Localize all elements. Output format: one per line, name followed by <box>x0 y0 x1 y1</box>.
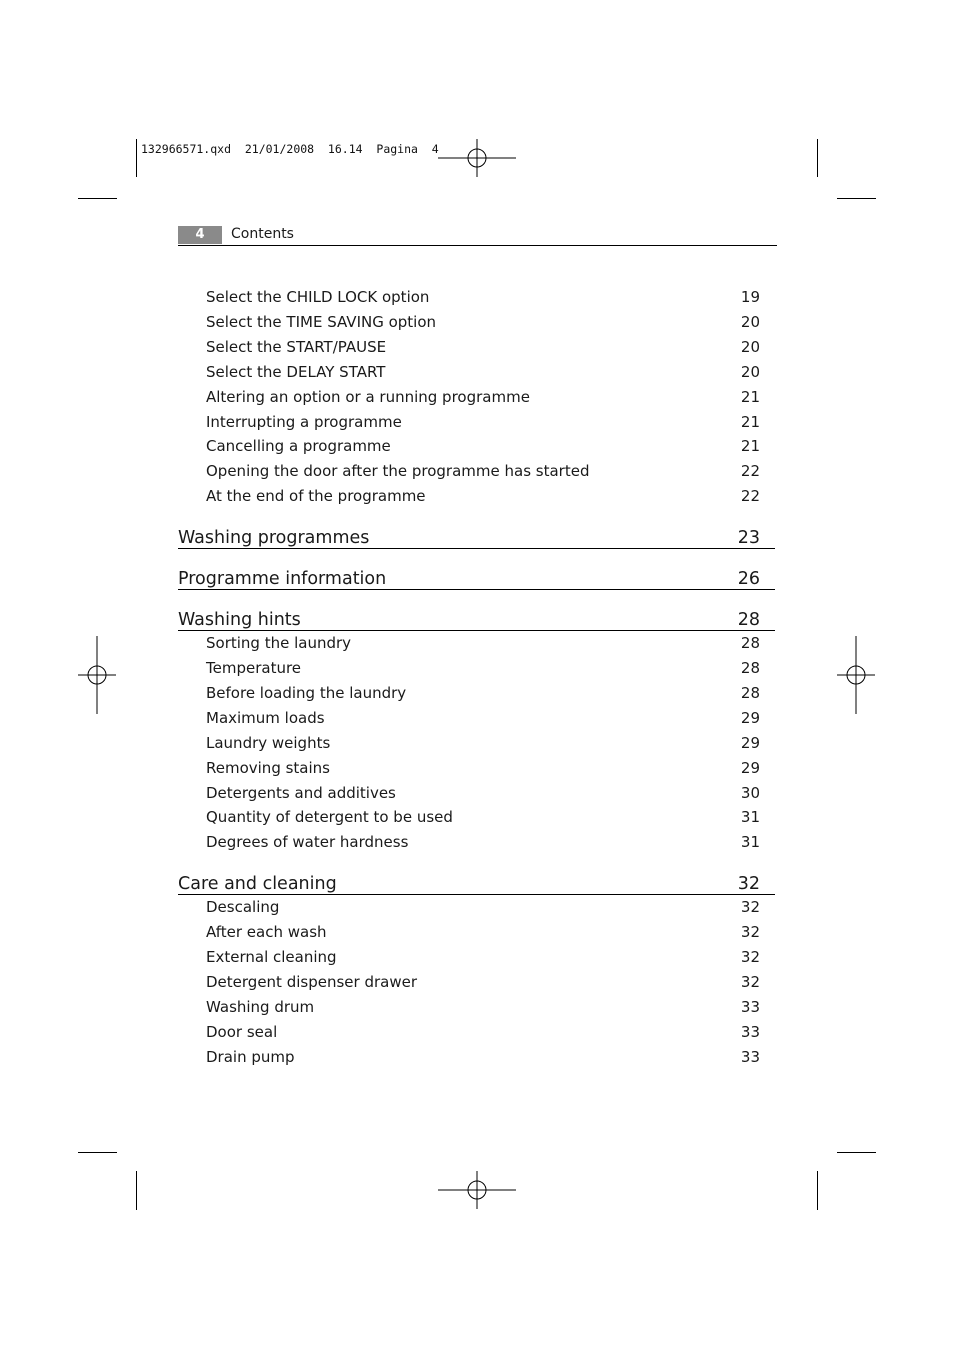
toc-entry <box>206 657 760 679</box>
toc-entry <box>206 946 760 968</box>
toc-entry-label: After each wash <box>206 923 327 942</box>
toc-entry-label: Before loading the laundry <box>206 683 407 702</box>
toc-entry <box>206 996 760 1018</box>
toc-entry-page: 33 <box>740 1047 760 1066</box>
toc-entry-label: Temperature <box>206 659 302 677</box>
toc-entry <box>206 732 760 754</box>
page-title: Contents <box>231 226 294 242</box>
toc-entry-label: At the end of the programme <box>206 487 426 506</box>
toc-entry-page: 21 <box>740 437 760 456</box>
toc-entry-page: 28 <box>740 659 760 677</box>
toc-entry-page: 28 <box>740 634 760 653</box>
toc-entry-page: 29 <box>740 708 760 727</box>
toc-entry-label: Washing drum <box>206 997 315 1016</box>
crop-mark-top-right-vertical <box>817 139 818 177</box>
toc-entry <box>206 682 760 704</box>
toc-entry <box>206 435 760 457</box>
toc-entry-label: Altering an option or a running programme <box>206 387 530 406</box>
toc-section-heading <box>178 567 775 590</box>
toc-entry-label: Sorting the laundry <box>206 634 352 653</box>
toc-entry-page: 21 <box>740 412 760 431</box>
toc-section-page: 28 <box>737 610 760 631</box>
toc-entry <box>206 757 760 779</box>
toc-entry-page: 32 <box>740 972 760 991</box>
toc-entry-label: Select the TIME SAVING option <box>206 312 437 331</box>
toc-entry-label: Select the DELAY START <box>206 362 386 381</box>
toc-entry-label: Opening the door after the programme has started <box>206 462 590 481</box>
toc-entry-page: 20 <box>740 337 760 356</box>
crop-mark-bottom-right-horizontal <box>837 1152 876 1153</box>
toc-section-label: Washing hints <box>178 610 301 631</box>
toc-entry <box>206 921 760 943</box>
header-rule <box>178 245 777 246</box>
toc-section-label: Washing programmes <box>178 528 370 549</box>
toc-entry-label: Laundry weights <box>206 733 331 752</box>
toc-section-heading <box>178 872 775 895</box>
toc-entry-label: Detergent dispenser drawer <box>206 972 417 991</box>
toc-section-page: 23 <box>737 528 760 549</box>
toc-entry <box>206 286 760 308</box>
crop-mark-top-right-horizontal <box>837 198 876 199</box>
toc-entry <box>206 806 760 828</box>
toc-entry-page: 22 <box>740 462 760 481</box>
toc-entry <box>206 386 760 408</box>
toc-entry-page: 29 <box>740 758 760 777</box>
toc-entry-page: 20 <box>740 312 760 331</box>
toc-entry-label: Detergents and additives <box>206 783 396 802</box>
registration-mark-icon <box>817 636 895 714</box>
toc-entry <box>206 831 760 853</box>
toc-entry-page: 22 <box>740 487 760 506</box>
toc-entry-page: 21 <box>740 387 760 406</box>
crop-mark-bottom-right-vertical <box>817 1171 818 1210</box>
toc-section-heading <box>178 526 775 549</box>
toc-entry <box>206 632 760 654</box>
toc-entry-page: 31 <box>740 808 760 827</box>
toc-entry-label: Select the CHILD LOCK option <box>206 288 430 306</box>
toc-entry-page: 32 <box>740 948 760 966</box>
toc-section-page: 32 <box>737 874 760 895</box>
registration-mark-icon <box>438 119 516 197</box>
crop-mark-top-left-horizontal <box>78 198 117 199</box>
toc-entry-label: Quantity of detergent to be used <box>206 808 453 827</box>
toc-entry-label: Door seal <box>206 1022 278 1041</box>
toc-section-heading <box>178 608 775 631</box>
toc-entry-label: Descaling <box>206 898 280 917</box>
page-number-badge: 4 <box>178 226 222 244</box>
toc-entry <box>206 336 760 358</box>
toc-entry <box>206 361 760 383</box>
toc-entry-label: External cleaning <box>206 948 337 966</box>
toc-entry <box>206 311 760 333</box>
toc-entry <box>206 782 760 804</box>
toc-entry <box>206 971 760 993</box>
crop-mark-bottom-left-vertical <box>136 1171 137 1210</box>
crop-mark-bottom-left-horizontal <box>78 1152 117 1153</box>
registration-mark-icon <box>438 1151 516 1229</box>
toc-entry-label: Degrees of water hardness <box>206 833 409 852</box>
toc-entry-page: 32 <box>740 923 760 942</box>
toc-entry <box>206 1021 760 1043</box>
toc-section-page: 26 <box>737 569 760 590</box>
toc-entry-page: 20 <box>740 362 760 381</box>
toc-entry <box>206 896 760 918</box>
registration-mark-icon <box>58 636 136 714</box>
toc-entry-page: 19 <box>740 288 760 306</box>
toc-section-label: Programme information <box>178 569 387 590</box>
toc-entry-label: Maximum loads <box>206 708 325 727</box>
toc-entry-label: Drain pump <box>206 1047 295 1066</box>
toc-entry-page: 30 <box>740 783 760 802</box>
toc-entry-page: 29 <box>740 733 760 752</box>
toc-entry <box>206 460 760 482</box>
toc-entry-page: 33 <box>740 1022 760 1041</box>
crop-mark-top-left-vertical <box>136 139 137 177</box>
toc-entry <box>206 707 760 729</box>
toc-entry-page: 28 <box>740 683 760 702</box>
toc-entry-label: Removing stains <box>206 758 330 777</box>
toc-entry-label: Cancelling a programme <box>206 437 391 456</box>
print-slug: 132966571.qxd 21/01/2008 16.14 Pagina 4 <box>141 142 439 156</box>
toc-section-label: Care and cleaning <box>178 874 337 895</box>
toc-entry-page: 32 <box>740 898 760 917</box>
toc-entry <box>206 1046 760 1068</box>
toc-entry-label: Interrupting a programme <box>206 412 402 431</box>
toc-entry-page: 33 <box>740 997 760 1016</box>
toc-entry-page: 31 <box>740 833 760 852</box>
toc-entry <box>206 411 760 433</box>
toc-entry-label: Select the START/PAUSE <box>206 337 387 356</box>
toc-entry <box>206 485 760 507</box>
